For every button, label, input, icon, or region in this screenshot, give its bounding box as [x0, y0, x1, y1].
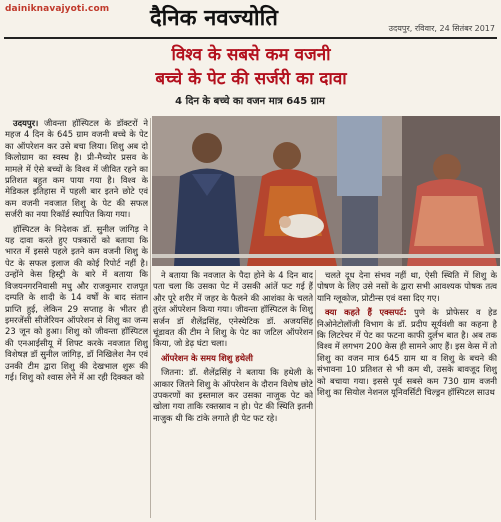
paragraph: हॉस्पिटल के निदेशक डॉ. सुनील जांगिड़ ने यह दावा करते हुए पत्रकारों को बताया कि भारत में इससे पहले इतने कम वजनी शिशु के पेट के सफल इलाज की कोई रिपोर्ट नहीं है। उन्होंने केस हिस्ट्री के बारे में बताया कि विजयनगरनिवासी मधु और राजकुमार राजपूत दम्पति के शादी के 14 वर्षों के बाद संतान प्राप्ति हुई, लेकिन 29 सप्ताह के भीतर ही इमरजेंसी सीजेरियन ऑपरेशन से शिशु का जन्म 23 जून को हुआ। शिशु को जीवन्ता हॉस्पिटल की एनआईसीयू में शिफ्ट करके नवजात शिशु विशेषज्ञ डॉ सुनील जांगिड़, डॉ निखिलेश नैन एवं उनकी टीम द्वारा शिशु की देखभाल शुरू की गई। शिशु को श्वास लेने में आ रही दिक्कत को [5, 223, 148, 382]
article-column-1 [5, 118, 148, 518]
article-column-3 [317, 270, 497, 520]
header-rule [4, 37, 497, 39]
column-divider [150, 118, 151, 518]
paragraph: चलते दूध देना संभव नहीं था, ऐसी स्थिति में शिशु के पोषण के लिए उसे नसों के द्वारा सभी आवश्यक पोषक तत्व यानि ग्लूकोज, प्रोटीन्स एवं वसा दिए गए। [317, 270, 497, 303]
paragraph [5, 118, 148, 221]
website-url: dainiknavajyoti.com [5, 4, 110, 14]
section-subtitle: क्या कहते हैं एक्सपर्ट: [325, 307, 407, 318]
paragraph-text: पुणे के प्रोफेसर व हेड निओनेटोलॉजी विभाग के डॉ. प्रदीप सूर्यवंशी का कहना है कि लिटरेचर में पेट का फटना काफी दुर्लभ बात है। अब तक विश्व में लगभग 200 केस ही सामने आए हैं। इस केस में तो शिशु का वजन मात्र 645 ग्राम था व शिशु के बचने की संभावना 10 प्रतिशत से भी कम थी, उसके बावजूद शिशु को बचाया गया। इससे पूर्व सबसे कम 730 ग्राम वजनी शिशु का सियोल नेशनल यूनिवर्सिटी चिल्ड्रन हॉस्पिटल साउथ [317, 307, 497, 398]
column-divider [315, 270, 316, 520]
paragraph [317, 307, 497, 398]
paragraph: जितना: डॉ. शैलेंद्रसिंह ने बताया कि हथेली के आकार जितने शिशु के ऑपरेशन के दौरान विशेष छोटे उपकरणों का इस्तमाल कर उसका नाजुक पेट को खोला गया ताकि रक्तस्राव न हो। पेट की स्थिति इतनी नाजुक थी कि टांके लगाते ही पेट फट रहे। [153, 367, 313, 423]
newspaper-masthead: दैनिक नवज्योति [150, 6, 278, 31]
photo-illustration [152, 116, 500, 266]
headline [90, 43, 412, 91]
section-subtitle: ऑपरेशन के समय शिशु हथेली [161, 352, 253, 363]
news-photo [152, 116, 500, 266]
headline-line-2: बच्चे के पेट की सर्जरी का दावा [155, 69, 347, 89]
paragraph-text: जीवन्ता हॉस्पिटल के डॉक्टरों ने महज 4 दिन के 645 ग्राम वजनी बच्चे के पेट का ऑपरेशन कर उसे बचा लिया। शिशु अब दो किलोग्राम का स्वस्थ है। प्री-मैच्योर प्रसव के मामले में ऐसे बच्चों के विश्व में जीवित रहने का प्रतिशत बहुत कम पाया गया है। विश्व के मेडिकल इतिहास में पहली बार इतने छोटे एवं कम वजनी नवजात शिशु के पेट की सफल सर्जरी का नया रिकॉर्ड स्थापित किया गया। [5, 118, 148, 220]
headline-line-1: विश्व के सबसे कम वजनी [171, 45, 331, 65]
story-dateline: उदयपुर। [13, 118, 39, 128]
subheadline: 4 दिन के बच्चे का वजन मात्र 645 ग्राम [175, 96, 325, 107]
article-column-2 [153, 270, 313, 520]
dateline: उदयपुर, रविवार, 24 सितंबर 2017 [388, 24, 495, 33]
paragraph: ने बताया कि नवजात के पैदा होने के 4 दिन बाद पता चला कि उसका पेट में उसकी आंतें फट गई हैं और पूरे शरीर में जहर के फैलने की आशंका के चलते तुरंत ऑपरेशन किया गया। जीवन्ता हॉस्पिटल के शिशु सर्जन डॉ शैलेंद्रसिंह, एनेस्थेटिक डॉ. अजयसिंह चूंडावत की टीम ने शिशु के पेट का जटिल ऑपरेशन किया, जो डेढ़ घंटा चला। [153, 270, 313, 349]
